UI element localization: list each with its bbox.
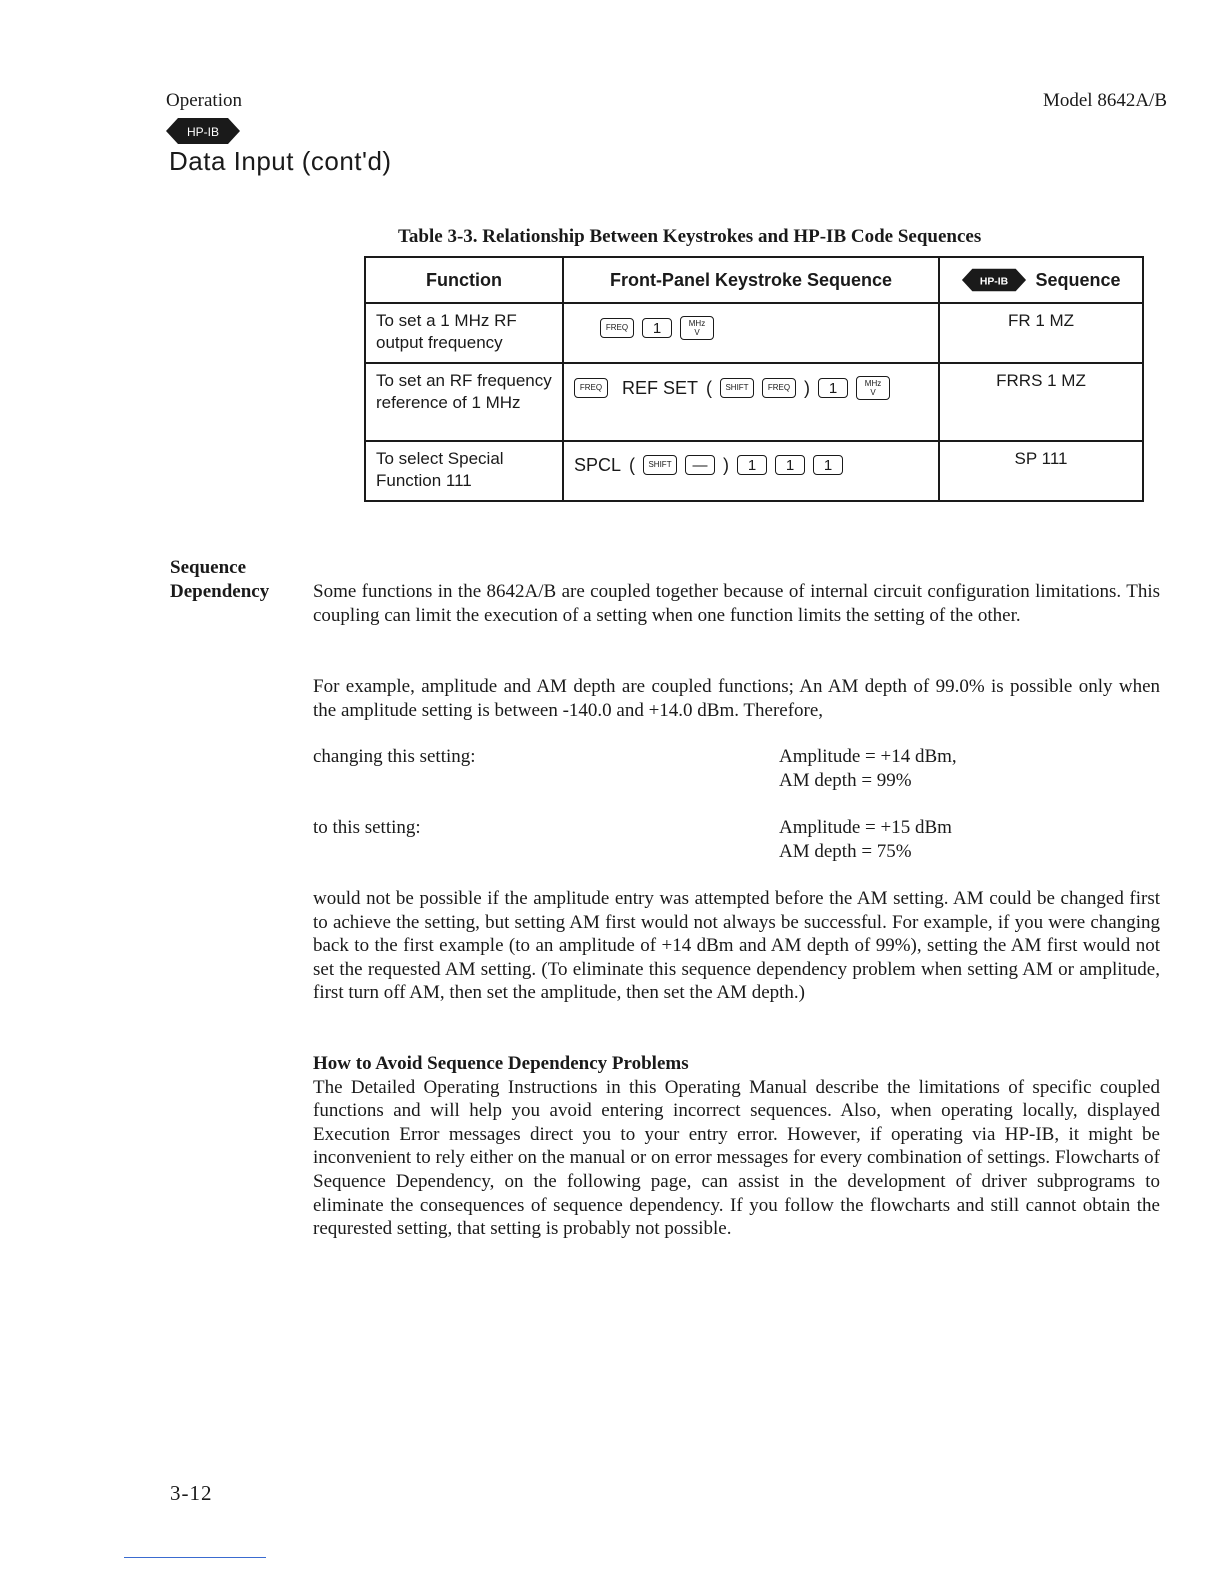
- mhz-key-bottom: V: [694, 328, 700, 337]
- paragraph-coupling: Some functions in the 8642A/B are coupled together because of internal circuit configuration limitations. This coupling can limit the execution of a setting when one function limits the setting of the other.: [313, 581, 1160, 626]
- freq-key-icon: FREQ: [574, 378, 608, 398]
- keystroke-cell: [563, 441, 939, 501]
- ref-set-label: REF SET: [622, 378, 699, 398]
- open-paren: (: [706, 378, 713, 398]
- page-number: 3-12: [170, 1481, 213, 1505]
- mhz-key-top: MHz: [864, 379, 882, 388]
- table-row: [365, 363, 1143, 441]
- keystroke-cell: [563, 363, 939, 441]
- setting-from-values: [779, 745, 957, 793]
- digit-1-key-icon: 1: [813, 455, 843, 475]
- model-name: Model 8642A/B: [1042, 90, 1167, 111]
- setting-from-label: changing this setting:: [313, 746, 476, 767]
- table-row: [365, 441, 1143, 501]
- mhz-key-icon: [680, 316, 714, 340]
- paragraph-avoid: The Detailed Operating Instructions in this Operating Manual describe the limitations of specific coupled functions and will help you avoid entering incorrect sequences. Also, when operating locally, displayed Execution Error messages direct you to your entry error. However, if operating via HP-IB, it might be inconvenient to rely either on the manual or on error messages for every combination of settings. Flowcharts of Sequence Dependency, on the following page, can assist in the development of driver subprograms to eliminate the consequences of sequence dependency. If you follow the flowcharts and still cannot obtain the requrested setting, that setting is probably not possible.: [313, 1076, 1160, 1240]
- digit-1-key-icon: 1: [642, 318, 672, 338]
- keystroke-cell: [563, 303, 939, 363]
- freq-key-icon: FREQ: [762, 378, 796, 398]
- open-paren: (: [629, 455, 636, 475]
- hpib-header-icon: [961, 267, 1027, 293]
- avoid-problems-block: [313, 1052, 1160, 1241]
- code-cell: SP 111: [939, 441, 1143, 501]
- function-cell: To set an RF frequency reference of 1 MHz: [365, 363, 563, 441]
- setting-to-values: [779, 816, 952, 864]
- code-cell: FR 1 MZ: [939, 303, 1143, 363]
- freq-key-icon: FREQ: [600, 318, 634, 338]
- setting-to-am-depth: AM depth = 75%: [779, 841, 912, 862]
- page-title: Data Input (cont'd): [169, 146, 392, 176]
- setting-from-amplitude: Amplitude = +14 dBm,: [779, 746, 957, 767]
- digit-1-key-icon: 1: [775, 455, 805, 475]
- setting-row-to: [313, 816, 1160, 866]
- digit-1-key-icon: 1: [818, 378, 848, 398]
- hpib-badge-icon: [166, 116, 240, 146]
- side-label-line2: Dependency: [170, 581, 270, 602]
- close-paren: ): [723, 455, 730, 475]
- spcl-label: SPCL: [574, 455, 622, 475]
- setting-to-label: to this setting:: [313, 817, 421, 838]
- setting-from-am-depth: AM depth = 99%: [779, 770, 912, 791]
- paragraph-example: For example, amplitude and AM depth are coupled functions; An AM depth of 99.0% is possible only when the amplitude setting is between -140.0 and +14.0 dBm. Therefore,: [313, 676, 1160, 721]
- shift-key-icon: SHIFT: [643, 455, 677, 475]
- hpib-badge-text: HP-IB: [186, 125, 220, 139]
- code-cell: FRRS 1 MZ: [939, 363, 1143, 441]
- side-label-line1: Sequence: [170, 557, 246, 578]
- function-cell: To set a 1 MHz RF output frequency: [365, 303, 563, 363]
- mhz-key-top: MHz: [688, 319, 706, 328]
- col-header-function: Function: [365, 257, 563, 303]
- col-header-keystrokes: Front-Panel Keystroke Sequence: [563, 257, 939, 303]
- minus-key-icon: —: [685, 455, 715, 475]
- sub-heading: How to Avoid Sequence Dependency Problems: [313, 1053, 689, 1074]
- table-row: [365, 303, 1143, 363]
- close-paren: ): [804, 378, 811, 398]
- col-header-sequence: [939, 257, 1143, 303]
- function-cell: To select Special Function 111: [365, 441, 563, 501]
- setting-to-amplitude: Amplitude = +15 dBm: [779, 817, 952, 838]
- hpib-header-text: HP-IB: [980, 276, 1009, 288]
- section-side-label: [170, 556, 269, 604]
- setting-row-from: [313, 745, 1160, 795]
- sequence-label: Sequence: [1035, 269, 1121, 290]
- section-name: Operation: [166, 90, 242, 111]
- mhz-key-bottom: V: [870, 388, 876, 397]
- keystroke-table: [364, 256, 1144, 502]
- shift-key-icon: SHIFT: [720, 378, 754, 398]
- paragraph-not-possible: would not be possible if the amplitude entry was attempted before the AM setting. AM could be changed first to achieve the setting, but setting AM first would not always be successful. For example, if you were changing back to the first example (to an amplitude of +14 dBm and AM depth of 99%), setting the AM first would not set the requested AM setting. (To eliminate this sequence dependency problem when setting AM or amplitude, first turn off AM, then set the amplitude, then set the AM depth.): [313, 888, 1160, 1004]
- mhz-key-icon: [856, 376, 890, 400]
- footer-rule: [124, 1557, 266, 1558]
- table-caption: Table 3-3. Relationship Between Keystrokes and HP-IB Code Sequences: [398, 226, 982, 247]
- digit-1-key-icon: 1: [737, 455, 767, 475]
